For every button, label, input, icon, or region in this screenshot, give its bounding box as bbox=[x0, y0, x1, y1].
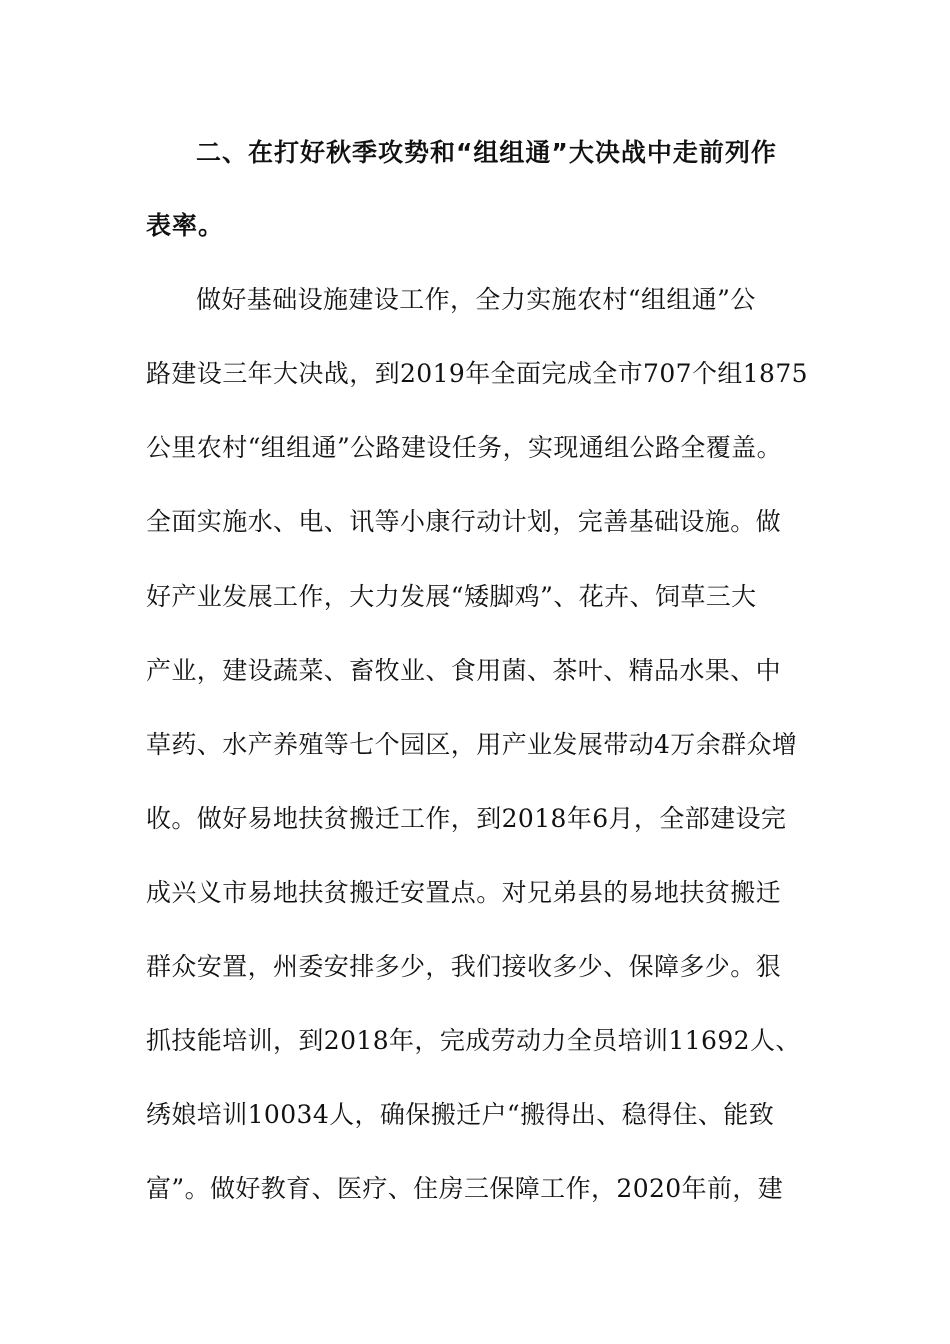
paragraph-line: 产业，建设蔬菜、畜牧业、食用菌、茶叶、精品水果、中 bbox=[146, 656, 782, 685]
section-heading-line-2: 表率。 bbox=[146, 211, 225, 240]
paragraph-line: 草药、水产养殖等七个园区，用产业发展带动4万余群众增 bbox=[146, 730, 798, 759]
paragraph-line: 做好基础设施建设工作，全力实施农村“组组通”公 bbox=[196, 285, 756, 314]
paragraph-line: 绣娘培训10034人，确保搬迁户“搬得出、稳得住、能致 bbox=[146, 1100, 775, 1129]
paragraph-line: 群众安置，州委安排多少，我们接收多少、保障多少。狠 bbox=[146, 952, 782, 981]
paragraph-line: 好产业发展工作，大力发展“矮脚鸡”、花卉、饲草三大 bbox=[146, 582, 757, 611]
paragraph-line: 公里农村“组组通”公路建设任务，实现通组公路全覆盖。 bbox=[146, 433, 782, 462]
paragraph-line: 抓技能培训，到2018年，完成劳动力全员培训11692人、 bbox=[146, 1026, 801, 1055]
paragraph-line: 路建设三年大决战，到2019年全面完成全市707个组1875 bbox=[146, 359, 808, 388]
paragraph-line: 成兴义市易地扶贫搬迁安置点。对兄弟县的易地扶贫搬迁 bbox=[146, 878, 782, 907]
section-heading-line-1: 二、在打好秋季攻势和“组组通”大决战中走前列作 bbox=[196, 138, 777, 167]
paragraph-line: 富”。做好教育、医疗、住房三保障工作，2020年前，建 bbox=[146, 1174, 784, 1203]
paragraph-line: 全面实施水、电、讯等小康行动计划，完善基础设施。做 bbox=[146, 507, 782, 536]
paragraph-line: 收。做好易地扶贫搬迁工作，到2018年6月，全部建设完 bbox=[146, 804, 787, 833]
